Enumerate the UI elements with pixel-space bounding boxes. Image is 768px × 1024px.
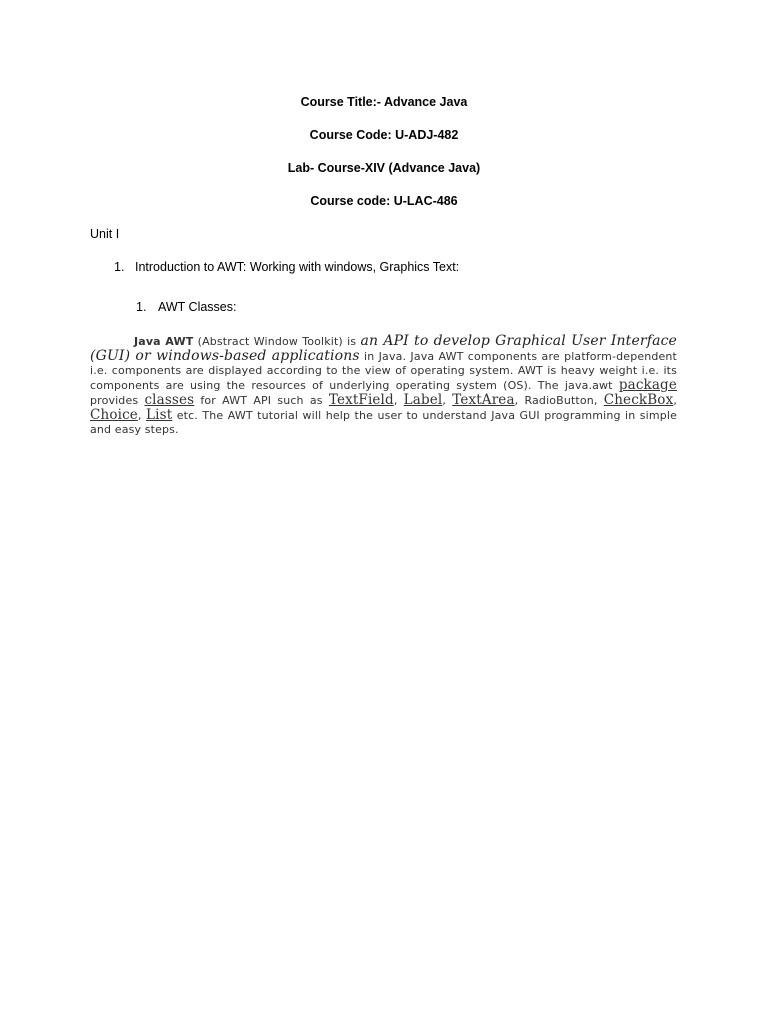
course-title: Course Title:- Advance Java [300, 95, 468, 109]
lab-course-code: Course code: U-LAC-486 [310, 194, 458, 208]
java-awt-term: Java AWT [134, 335, 194, 348]
lab-course-title: Lab- Course-XIV (Advance Java) [287, 161, 481, 175]
sublist-item-number: 1. [136, 300, 147, 314]
sublist-item-text: AWT Classes: [158, 300, 237, 314]
list-link[interactable]: List [146, 407, 173, 423]
list-item-number: 1. [114, 260, 125, 274]
paragraph-text: , RadioButton, [514, 394, 604, 407]
separator: , [393, 394, 404, 407]
awt-description-paragraph [90, 334, 677, 437]
paragraph-text: (Abstract Window Toolkit) is [193, 335, 361, 348]
course-code: Course Code: U-ADJ-482 [309, 128, 459, 142]
textarea-link[interactable]: TextArea [452, 392, 515, 408]
paragraph-text: for AWT API such as [194, 394, 329, 407]
list-item-text: Introduction to AWT: Working with windows, Graphics Text: [135, 260, 460, 274]
checkbox-link[interactable]: CheckBox [603, 392, 674, 408]
separator: , [673, 394, 678, 407]
label-link[interactable]: Label [403, 392, 443, 408]
textfield-link[interactable]: TextField [328, 392, 394, 408]
classes-link[interactable]: classes [144, 392, 195, 408]
separator: , [137, 409, 147, 422]
package-link[interactable]: package [618, 377, 677, 393]
unit-heading: Unit I [90, 227, 120, 241]
paragraph-text: etc. The AWT tutorial will help the user to understand Java GUI programming in simple and easy steps. [90, 409, 678, 436]
choice-link[interactable]: Choice [90, 407, 138, 423]
api-emphasis: an API to develop Graphical User Interface (GUI) or windows-based applications [90, 333, 677, 364]
paragraph-text: in Java. Java AWT components are platform-dependent i.e. components are displayed according to the view of operating system. AWT is heavy weight i.e. its components are using the resources of underlying operating system (OS). The java.awt [90, 350, 677, 392]
separator: , [442, 394, 453, 407]
paragraph-text: provides [90, 394, 145, 407]
